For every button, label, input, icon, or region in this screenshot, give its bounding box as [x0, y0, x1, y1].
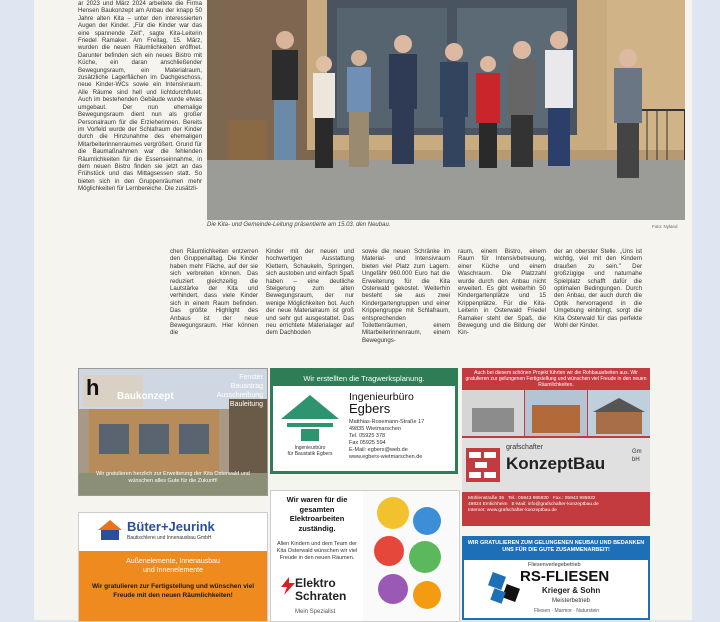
egbers-address: Matthias-Rosemann-Straße 17 49835 Wietmarschen Tel. 05925 378 Fax 05925 594 E-Mail: egbers@web.de www.egbers-wietmarschen.de: [349, 419, 425, 460]
newspaper-page: [34, 0, 692, 620]
article-column-2: chen Räumlichkeiten entzerren den Gruppenalltag. Die Kinder haben mehr Fläche, auf der sie sich verbreiten können. Das reduziert gleichzeitig die Lautstärke der Kita und verhindert, dass viele Kinder sich in einem Raum befinden. Das größte Highlight des Anbaus ist der neue Bewegungsraum. Hier können die: [170, 248, 258, 337]
konzeptbau-contact: Mühlenstraße 36 Tel.: 05943 985930 Fax.: 05943 985932 49824 Emlichheim E-Mail: info@grafschafter-konzeptbau.de Internet: www.grafschafter-konzeptbau.de: [468, 496, 599, 513]
konzeptbau-gmbh: GmbH: [632, 449, 642, 463]
hensen-congrats: Wir gratulieren herzlich zur Erweiterung der Kita Osterwald und wünschen alles Gute für die Zukunft!: [96, 471, 250, 484]
article-column-6: der an oberster Stelle. „Uns ist wichtig, viel mit den Kindern draußen zu sein." Der großzügige und naturnahe Spielplatz schafft dafür die optimalen Bedingungen. Durch den Anbau, der auch durch die Optik hervorragend in die Umgebung einbringt, sorgt die Kita Osterwald für das perfekte Wohl der Kinder.: [554, 248, 642, 330]
article-column-1: ar 2023 und März 2024 arbeitete die Firma Hensen Baukonzept am Anbau der knapp 50 Jahre alten Kita – unter den interessierten Augen der Kinder. „Für die Kinder war das eine spannende Zeit", sagte Kita-Leiterin Friedel Ramaker. Am Freitag, 15. März, wurden die neuen Räumlichkeiten eröffnet. Darunter befinden sich ein neues Bistro mit Küche, ein daran anschließender Bewegungsraum, ein Materialraum, zusätzliche Lagerflächen im Dachgeschoss, neue Kinder-WCs sowie ein Intensivraum. Alle Räume sind hell und lichtdurchflutet. Auch im bestehenden Gebäude wurde etwas umgebaut. Der nun ehemalige Bewegungsraum dient nun als großer Personalraum für die Erzieherinnen. Bereits im Vorfeld wurde der Schlafraum der Kinder durch die Hinzunahme des ehemaligen Mitarbeiterinnenraumes vergrößert. Grund für die Baumaßnahmen war die fehlenden Räumlichkeiten für die Essenseinnahme, in dem neuen Bistro finden sie jetzt an das Frühstück und das Mittagsessen statt. So bieten sich in den Gruppenräumen mehr Möglichkeiten für Lernbereiche. Die zusätzli-: [78, 0, 202, 193]
painted-hands-image: [363, 491, 457, 621]
ad-rs-fliesen: [462, 536, 650, 620]
fliesen-name: RS-FLIESEN: [520, 568, 610, 585]
ad-grafschafter-konzeptbau: [462, 368, 650, 526]
schraten-body: Allen Kindern und dem Team der Kita Osterwald wünschen wir viel Freude in den neuen Räumen.: [276, 541, 358, 561]
photo-credit: Foto: Nyland: [652, 224, 678, 229]
article-column-5: raum, einem Bistro, einem Raum für Intensivbetreuung, einer Küche und einem Waschraum. Die Platzzahl wurde durch den Anbau nicht erweitert. Es gibt weiterhin 50 Kindergartenplätze und 15 Krippenplätze. Für die Kita-Leiterin in Osterwald Friedel Ramaker steht der Spaß, die Bewegung und die Bildung der Kin-: [458, 248, 546, 337]
schraten-tag: Mein Spezialist: [295, 609, 336, 615]
ad-bueter-jeurink: [78, 512, 268, 622]
bueter-name: Büter+Jeurink: [127, 519, 215, 534]
article-column-4: sowie die neuen Schränke im Material- und Intensivraum bieten viel Platz zum Lagern. Ungefähr 960.000 Euro hat die Erweiterung für die Kita Osterwald gekostet. Weiterhin besteht sie aus zwei Kindergartengruppen und einer Krippengruppe mit Schlafraum, entsprechenden Toilettenräumen, einem Mitarbeiterinnenraum, einem Bewegungs-: [362, 248, 450, 344]
konzeptbau-small: grafschafter: [506, 444, 543, 451]
house-logo-icon: [97, 519, 123, 541]
fliesen-small: Fliesenverlegebetrieb: [528, 562, 581, 568]
egbers-banner: Wir erstellten die Tragwerksplanung.: [273, 371, 455, 386]
konzeptbau-name: KonzeptBau: [506, 454, 606, 473]
fliesen-sub: Krieger & Sohn: [542, 586, 601, 595]
photo-caption: Die Kita- und Gemeinde-Leitung präsentierte am 15.03. den Neubau.: [207, 222, 391, 228]
ad-hensen-baukonzept: [78, 368, 268, 496]
construction-photos: [462, 390, 650, 436]
hensen-logo-text: Baukonzept: [117, 391, 174, 402]
lightning-icon: [281, 577, 295, 595]
ad-ingenieurbuero-egbers: [270, 368, 458, 474]
hensen-logo: h: [83, 375, 143, 407]
article-column-3: Kinder mit der neuen und hochwertigen Ausstattung Klettern, Schaukeln, Springen, sich austoben und einfach Spaß haben – eine deutliche Steigerung zum alten Bewegungsraum, der nur wenige Möglichkeiten bot. Auch der neue Materialraum ist groß und sehr gut ausgestattet. Das neu errichtete Materialager auf dem Dachboden: [266, 248, 354, 337]
brick-logo-icon: [466, 448, 500, 482]
schraten-name: Elektro Schraten: [295, 576, 347, 603]
bueter-services: Außenelemente, Innenausbau und Innenelemente: [126, 558, 220, 574]
ad-elektro-schraten: [270, 490, 460, 622]
group-photo: [207, 0, 685, 220]
schraten-head: Wir waren für die gesamten Elektroarbeiten zuständig.: [286, 495, 348, 533]
bueter-congrats: Wir gratulieren zur Fertigstellung und wünschen viel Freude mit den neuen Räumlichkeiten!: [91, 583, 255, 599]
egbers-logo-caption: Ingenieurbüro für Baustatik Egbers: [287, 445, 333, 457]
hensen-services: Fenster Bauantrag Ausschreibung Bauleitung: [216, 374, 263, 408]
konzeptbau-top-text: Auch bei diesem schönen Projekt führten wir die Rohbauarbeiten aus. Wir gratulieren zur gelungenen Fertigstellung und wünschen viel Freude in den neuen Räumlichkeiten.: [465, 370, 647, 389]
egbers-name: Ingenieurbüro Egbers: [349, 391, 414, 416]
egbers-logo-icon: [279, 393, 341, 443]
bueter-sub: Bautischlerei und Innenausbau GmbH: [127, 535, 212, 541]
group-photo-illustration: [207, 0, 685, 220]
fliesen-top: WIR GRATULIEREN ZUM GELUNGENEN NEUBAU UND BEDANKEN UNS FÜR DIE GUTE ZUSAMMENARBEIT!: [464, 538, 648, 560]
fliesen-services: Fliesen · Marmor · Naturstein: [534, 608, 600, 614]
fliesen-tag: Meisterbetrieb: [552, 598, 591, 604]
